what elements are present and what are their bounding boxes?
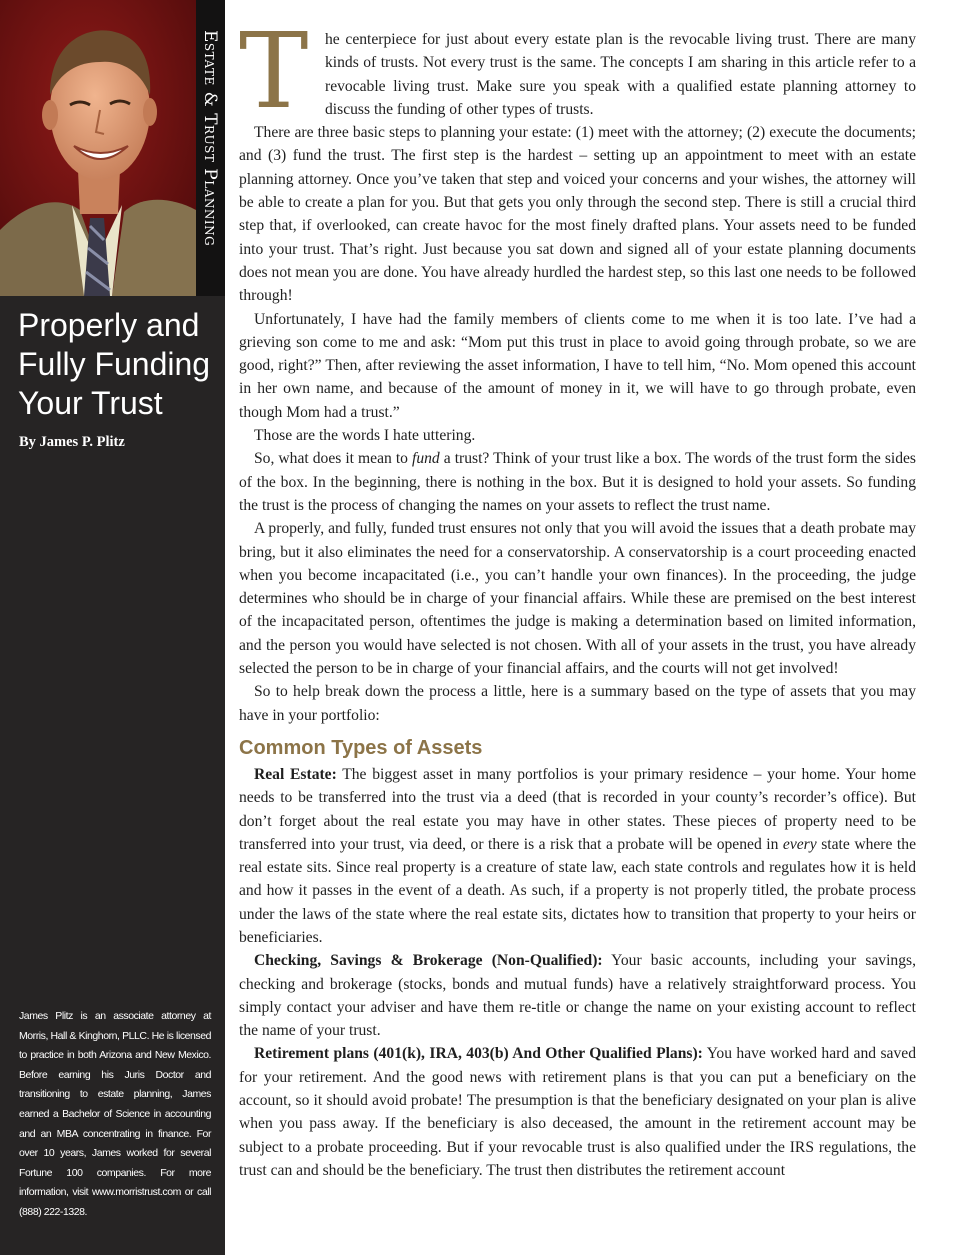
article-body xyxy=(239,10,917,1182)
paragraph-unfortunately: Unfortunately, I have had the family members of clients come to me when it is too late. I’ve had a grieving son come to me and ask: “Mom put this trust in place to avoid going through probate, so we are good, right?” Then, after reviewing the asset information, I have to tell him, “No. Mom opened this account in her own name, and because of the amount of money in it, we will have to go through probate, even though Mom had a trust.” xyxy=(239,310,916,421)
paragraph-retirement xyxy=(239,1042,916,1182)
section-label: Estate & Trust Planning xyxy=(200,30,220,247)
checking-lead: Checking, Savings & Brokerage (Non-Qualified): xyxy=(254,952,603,970)
real-estate-emphasis: every xyxy=(782,835,817,853)
paragraph-checking xyxy=(239,949,916,1042)
intro-text: he centerpiece for just about every estate plan is the revocable living trust. There are many kinds of trusts. Not every trust is the same. The concepts I am sharing in this article refer to a revocable living trust. Make sure you speak with a qualified estate planning attorney to discuss the funding of other types of trusts. xyxy=(325,31,916,118)
paragraph-fund-meaning xyxy=(239,447,916,517)
article-title xyxy=(18,306,218,423)
paragraph-hate-uttering: Those are the words I hate uttering. xyxy=(254,427,476,445)
paragraph-properly-funded: A properly, and fully, funded trust ensures not only that you will avoid the issues that a death probate may bring, but it also eliminates the need for a conservatorship. A conservatorship is a court proceeding enacted when you become incapacitated (i.e., you can’t handle your own finances). In the proceeding, the judge determines who should be in charge of your financial affairs. While these are premised on the best interest of the incapacitated person, oftentimes the judge is making a determination based on limited information, and the person you would have selected is not chosen. With all of your assets in the trust, you have already selected the person to be in charge of your financial affairs, and the courts will not get involved! xyxy=(239,520,916,678)
real-estate-text-before: The biggest asset in many portfolios is your primary residence – your home. Your home needs to be transferred into the trust via a deed (that is recorded in your county’s recorder’s office). But don’t forget about the real estate you may have in other states. These pieces of property need to be transferred into your trust, via deed, or there is a risk that a probate will be opened in xyxy=(239,765,916,853)
section-tab xyxy=(196,0,225,296)
checking-text: Your basic accounts, including your savings, checking and brokerage (stocks, bonds and mutual funds) have a relatively straightforward process. You simply contact your adviser and have them re-title or change the name on your existing account to reflect the name of your trust. xyxy=(239,952,916,1040)
fund-text-after: a trust? Think of your trust like a box. The words of the trust form the sides of the box. In the beginning, there is nothing in the box. But it is designed to hold your assets. So funding the trust is the process of changing the names on your assets to reflect the trust name. xyxy=(239,450,917,514)
paragraph-summary: So to help break down the process a little, here is a summary based on the type of assets that you may have in your portfolio: xyxy=(239,683,916,724)
author-bio: James Plitz is an associate attorney at Morris, Hall & Kinghorn, PLLC. He is licensed to practice in both Arizona and New Mexico. Before earning his Juris Doctor and transitioning to estate planning, James earned a Bachelor of Science in accounting and an MBA concentrating in finance. For over 10 years, James worked for several Fortune 100 companies. For more information, visit www.morristrust.com or call (888) 222-1328. xyxy=(19,1010,211,1218)
drop-cap: T xyxy=(239,10,309,132)
sidebar xyxy=(0,0,225,1255)
real-estate-lead: Real Estate: xyxy=(254,765,337,783)
byline: By James P. Plitz xyxy=(19,434,125,450)
retirement-text: You have worked hard and saved for your retirement. And the good news with retirement plans is that you can put a beneficiary on the account, so it should avoid probate! The presumption is that the beneficiary designated on your plan is alive when you pass away. If the beneficiary is also deceased, the amount in the retirement account may be subject to a probate proceeding. But if your revocable trust is also qualified under the IRS regulations, the trust can and should be the beneficiary. The trust then distributes the retirement account xyxy=(239,1045,916,1179)
paragraph-three-steps: There are three basic steps to planning your estate: (1) meet with the attorney; (2) execute the documents; and (3) fund the trust. The first step is the hardest – setting up an appointment to meet with an estate planning attorney. Once you’ve taken that step and voiced your concerns and your wishes, the attorney will be able to create a plan for you. But that gets you only through the second step. There is still a crucial third step that, if overlooked, can create havoc for the most finely drafted plans. Your assets need to be funded into your trust. That’s right. Just because you sat down and signed all of your estate planning documents does not mean you are done. You have already hurdled the hardest step, so this last one needs to be followed through! xyxy=(239,124,916,305)
fund-emphasis: fund xyxy=(412,450,440,468)
author-portrait-illustration xyxy=(0,0,196,296)
paragraph-real-estate xyxy=(239,763,916,949)
title-line-3: Your Trust xyxy=(18,385,163,421)
section-heading: Common Types of Assets xyxy=(239,736,483,759)
title-line-2: Fully Funding xyxy=(18,346,211,382)
retirement-lead: Retirement plans (401(k), IRA, 403(b) And Other Qualified Plans): xyxy=(254,1045,703,1063)
real-estate-text-after: state where the real estate sits. Since real property is a creature of state law, each state controls and regulates how it is held and how it passes in the event of a death. As such, if a property is not properly titled, the probate process under the laws of the state where the real estate sits, dictates how to transition that property to your heirs or beneficiaries. xyxy=(239,835,916,946)
fund-text-before: So, what does it mean to xyxy=(254,450,412,468)
intro-paragraph xyxy=(239,10,916,132)
title-line-1: Properly and xyxy=(18,307,200,343)
author-photo xyxy=(0,0,196,296)
